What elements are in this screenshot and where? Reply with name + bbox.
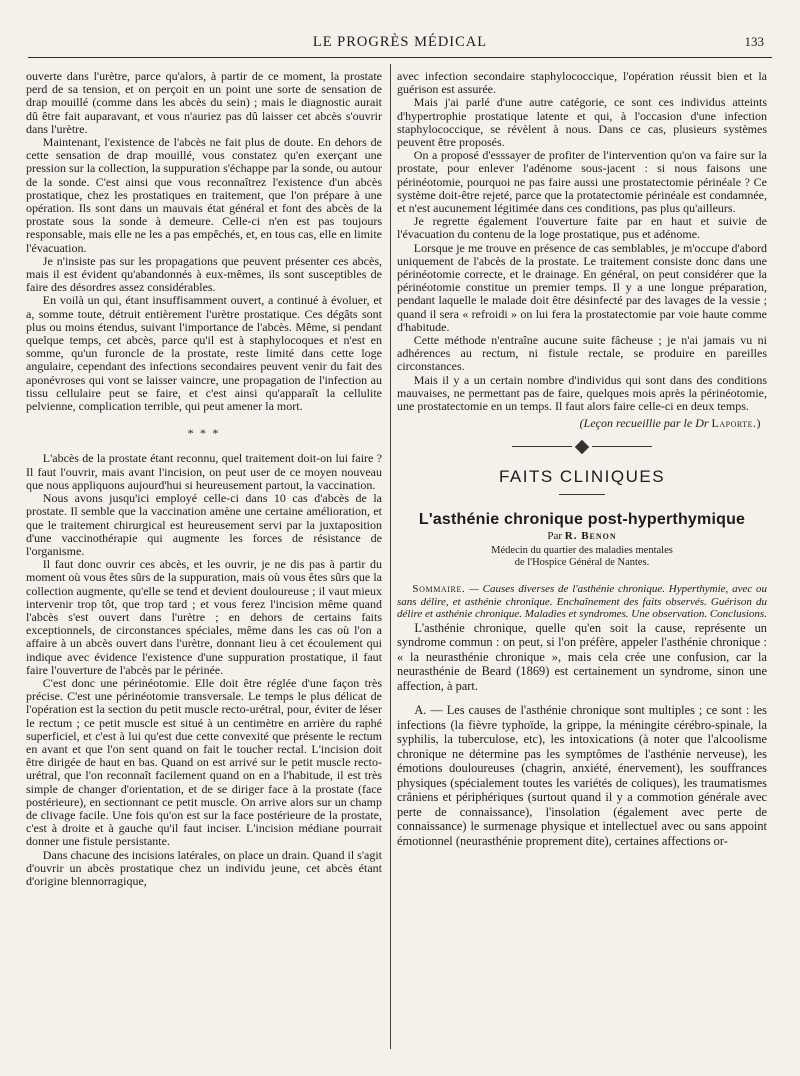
author-affiliation xyxy=(397,545,767,569)
paragraph: ouverte dans l'urètre, parce qu'alors, à partir de ce moment, la prostate perd de sa tension, et on perçoit en un point une sorte de sensation de drap mouillé (comme dans les abcès du sein) ; mais le diagnostic aurait dû être fait auparavant, et vous n'auriez pas dû laisser cet abcès s'ouvrir dans l'urètre. xyxy=(26,69,382,136)
page-number: 133 xyxy=(744,34,764,49)
ornament-line-left xyxy=(512,446,572,447)
ornament-diamond-icon xyxy=(575,440,589,454)
article-body xyxy=(397,621,767,849)
running-head xyxy=(28,34,772,52)
byline xyxy=(397,530,767,543)
journal-title: LE PROGRÈS MÉDICAL xyxy=(312,34,488,50)
affiliation-line: Médecin du quartier des maladies mentales xyxy=(491,545,673,557)
summary-label: Sommaire. xyxy=(412,583,466,596)
summary-text: — Causes diverses de l'asthénie chronique. Hyperthymie, avec ou sans délire, et asthénie chronique. Enchaînement des faits observés. Guérison du délire et asthénie chronique. Maladies et syndromes. Une observation. Conclusions. xyxy=(397,583,767,621)
paragraph-gap xyxy=(397,693,767,703)
paragraph: avec infection secondaire staphylococcique, l'opération réussit bien et la guérison est assurée. xyxy=(397,69,767,97)
paragraph: L'asthénie chronique, quelle qu'en soit la cause, représente un syndrome commun : on peut, si l'on préfère, appeler l'asthénie chronique : « la neurasthénie chronique », mais cela crée une confusion, car la neurasthénie de Beard (1869) est certainement un syndrome, sinon une affection, à part. xyxy=(397,620,767,693)
paragraph: Dans chacune des incisions latérales, on place un drain. Quand il s'agit d'ouvrir un abcès prostatique chez un individu jeune, cet abcès étant d'origine blennorragique, xyxy=(26,847,382,888)
paragraph: Je n'insiste pas sur les propagations que peuvent présenter ces abcès, mais il est évident qu'abandonnés à eux-mêmes, ils sont susceptibles de faire des désordres assez considérables. xyxy=(26,253,382,295)
author-name: R. Benon xyxy=(564,529,617,542)
ornament-divider xyxy=(502,442,662,452)
ornament-line-right xyxy=(592,446,652,447)
section-title: FAITS CLINIQUES xyxy=(498,467,666,487)
signature-name: Laporte.) xyxy=(711,416,761,431)
paragraph: C'est donc une périnéotomie. Elle doit être réglée d'une façon très précise. C'est une périnéotomie transversale. Le temps le plus délicat de l'opération est la section du petit muscle recto-urétral, pour, éviter de léser le rectum ; ce petit muscle est situé à un centimètre en arrière du raphé superficiel, et c'est à lui qu'est due cette convexité que présente le rectum en avant et que l'on sent quand on fait le toucher rectal. L'incision doit être dirigée de haut en bas. Quand on est arrivé sur le petit muscle recto-urétral, que l'on reconnaît facilement quand on en a l'habitude, il est très simple de changer d'orientation, et de se diriger face à la prostate (face postérieure), en sectionnant ce petit muscle. On arrive alors sur un champ de clivage facile. Une fois qu'on est sur la face postérieure de la prostate, c'est à droite et à gauche qu'il faut inciser. L'incision médiane pourrait donner une fistule persistante. xyxy=(26,675,382,849)
affiliation-line: de l'Hospice Général de Nantes. xyxy=(514,557,650,569)
paragraph: Cette méthode n'entraîne aucune suite fâcheuse ; je n'ai jamais vu ni adhérences au rectum, ni fistule rectale, se produire en pareilles circonstances. xyxy=(397,333,767,374)
paragraph: Je regrette également l'ouverture faite par en haut et suivie de l'évacuation du contenu de la loge prostatique, pus et adénome. xyxy=(397,214,767,242)
paragraph: Il faut donc ouvrir ces abcès, et les ouvrir, je ne dis pas à partir du moment où vous êtes sûrs de la suppuration, mais où vous êtes sûrs que la collection augmente, qu'elle se tend et devient douloureuse ; il vaut mieux intervenir trop tôt, que trop tard ; et vous ferez l'incision même quand l'abcès s'est ouvert dans l'urètre ; en dehors de certains faits exceptionnels, de circonstances spéciales, même dans les cas où l'on a affaire à un abcès ouvert dans l'urètre, donnant lieu à cet écoulement qui indique avec évidence l'existence d'une suppuration prostatique, il faut faire l'ouverture de l'abcès par le périnée. xyxy=(26,557,382,677)
header-rule xyxy=(28,57,772,58)
section-break-stars: * * * xyxy=(187,426,221,441)
paragraph: A. — Les causes de l'asthénie chronique sont multiples ; ce sont : les infections (la fièvre typhoïde, la grippe, la méningite cérébro-spinale, la syphilis, la tuberculose, etc), les intoxications (à noter que l'alcoolisme chronique ne détermine pas les symptômes de l'asthénie nerveuse), les émotions douloureuses (chagrin, anxiété, énervement), les souffrances physiques (spécialement toutes les variétés de coliques), les traumatismes crâniens et périphériques (surtout quand il y a commotion générale avec perte de connaissance), l'insolation (également avec perte de connaissance) le surmenage physique et intellectuel avec ou sans appoint émotionnel (neurasthénie proprement dite), certaines affections or- xyxy=(397,703,767,848)
paragraph: En voilà un qui, étant insuffisamment ouvert, a continué à évoluer, et a, somme toute, détruit entièrement l'urètre prostatique. Ces dégâts sont plus ou moins étendus, suivant l'importance de l'abcès. Même, si pendant quelque temps, cet abcès, parce qu'il est à staphylocoques et n'est en somme, qu'un furoncle de la prostate, reste limité dans cette loge angulaire, cependant des infections secondaires peuvent venir du fait des aponévroses qui vont se laisser vaincre, une propagation de l'infection au tissu cellulaire peut se faire, et c'est ainsi qu'apparaît la cellulite pelvienne, complication terrible, qui peut amener la mort. xyxy=(26,293,382,414)
signature-lead: (Leçon recueillie par le Dr xyxy=(579,416,709,431)
section-rule xyxy=(559,494,605,495)
lecture-signature xyxy=(397,417,761,430)
summary xyxy=(397,583,767,621)
paragraph: On a proposé d'esssayer de profiter de l'intervention qu'on va faire sur la prostate, pour enlever l'adénome sous-jacent : si nous faisons une périnéotomie, pourquoi ne pas faire aussi une prostatectomie périnéale ? Ce système doit-être rejeté, parce que la protatectomie périnéale est condamnée, et n'est aucunement légitimée dans ces conditions, pas plus qu'ailleurs. xyxy=(397,148,767,216)
paragraph: Mais j'ai parlé d'une autre catégorie, ce sont ces individus atteints d'hypertrophie prostatique latente et qui, à l'occasion d'une infection staphylococcique, se révèlent à nous. Dans ce cas, plusieurs systèmes peuvent être proposés. xyxy=(397,95,767,150)
paragraph: L'abcès de la prostate étant reconnu, quel traitement doit-on lui faire ? Il faut l'ouvrir, mais avant l'incision, on peut user de ce moyen nouveau que nous appliquons aujourd'hui si heureusement partout, la vaccination. xyxy=(26,451,382,492)
paragraph: Mais il y a un certain nombre d'individus qui sont dans des conditions mauvaises, ne permettant pas de faire, quelques mois après la périnéotomie, une prostatectomie en un temps. Il faut alors faire celle-ci en deux temps. xyxy=(397,372,767,414)
byline-prefix: Par xyxy=(547,529,562,542)
paragraph: Maintenant, l'existence de l'abcès ne fait plus de doute. En dehors de cette sensation de drap mouillé, vous constatez qu'en exerçant une pression sur la collection, la suppuration s'échappe par la sonde, ou autour de la sonde. C'est ainsi que vous reconnaîtrez l'existence d'un abcès prostatique, chez les prostatiques en traitement, que l'on prépare à une opération. Ils sont dans un mauvais état général et font des abcès de la prostate sous la sonde à demeure. Celle-ci n'en est pas toujours responsable, mais elle ne les a pas empêchés, et, en tous cas, elle en limite l'évacuation. xyxy=(26,135,382,255)
column-divider xyxy=(390,64,391,1049)
right-column xyxy=(397,70,767,848)
left-column xyxy=(26,70,382,888)
paragraph: Lorsque je me trouve en présence de cas semblables, je m'occupe d'abord uniquement de l'abcès de la prostate. Le traitement consiste donc dans une périnéotomie correcte, et le drainage. En général, on peut considérer que la périnéotomie constitue un premier temps. Il y a une longue préparation, pendant laquelle le malade doit être désinfecté par des lavages de la vessie ; quand il sera « refroidi » on lui fera la prostatectomie par voie haute comme d'habitude. xyxy=(397,240,767,334)
paragraph: Nous avons jusqu'ici employé celle-ci dans 10 cas d'abcès de la prostate. Il semble que la vaccination amène une certaine amélioration, et que le traitement chirurgical est heureusement servi par la juxtaposition d'une vaccinothérapie qui augmente les forces de résistance de l'organisme. xyxy=(26,491,382,558)
article-title: L'asthénie chronique post-hyperthymique xyxy=(418,510,746,528)
